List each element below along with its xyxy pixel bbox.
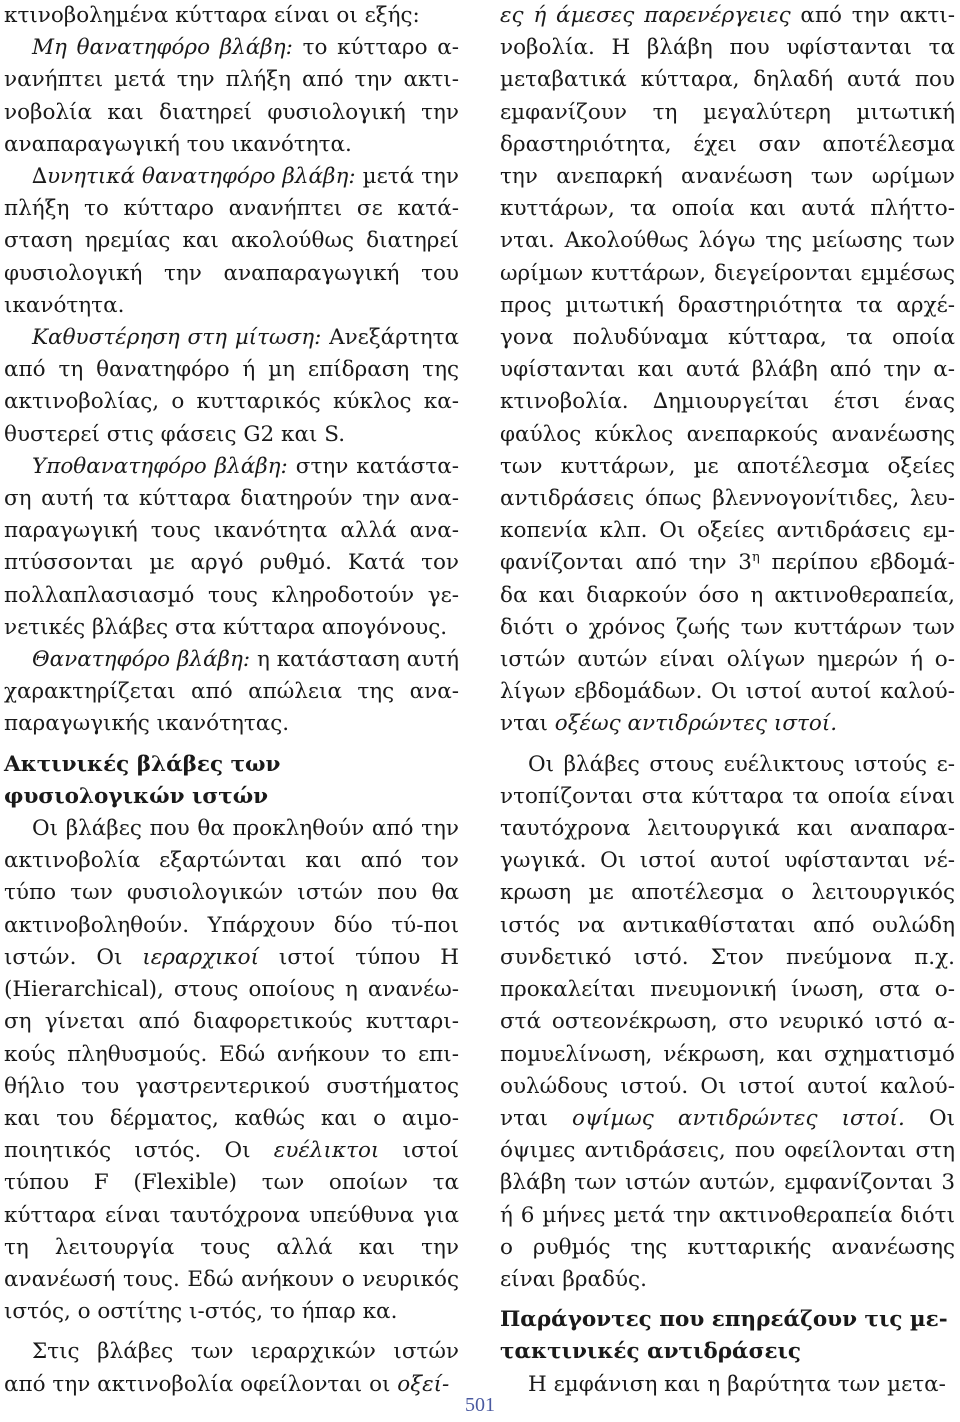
right-column	[500, 0, 955, 1401]
term-mitosis-delay: Καθυστέρηση στη µίτωση:	[32, 325, 322, 351]
term-lethal: Θανατηφόρο βλάβη:	[32, 647, 251, 673]
term-non-lethal: Μη θανατηφόρο βλάβη:	[32, 35, 293, 61]
page-number: 501	[465, 1394, 495, 1416]
paragraph-acute-effects: ες ή άµεσες παρενέργειες από την ακτι-νοβολία. Η βλάβη που υφίστανται τα µεταβατικά κύτταρα, δηλαδή αυτά που εµφανίζουν τη µεγαλύτερη µιτωτική δραστηριότητα, έχει σαν αποτέλεσµα την ανεπαρκή ανανέωση των ωρίµων κυττάρων, τα οποία και αυτά πλήττο-νται. Ακολούθως λόγω της µείωσης των ωρίµων κυττάρων, διεγείρονται εµµέσως προς µιτωτική δραστηριότητα τα αρχέ-γονα πολυδύναµα κύτταρα, τα οποία υφίστανται και αυτά βλάβη από την α-κτινοβολία. ∆ηµιουργείται έτσι ένας φαύλος κύκλος ανεπαρκούς ανανέωσης των κυττάρων, µε αποτέλεσµα οξείες αντιδράσεις όπως βλεννογονίτιδες, λευ-κοπενία κλπ. Οι οξείες αντιδράσεις εµ-φανίζονται από την $3^\eta$ περίπου εβδοµά-δα και διαρκούν όσο η ακτινοθεραπεία, διότι ο χρόνος ζωής των κυττάρων των ιστών αυτών είναι ολίγων ηµερών ή ο-λίγων εβδοµάδων. Οι ιστοί αυτοί καλού-νται οξέως αντιδρώντες ιστοί.	[500, 3, 955, 737]
section-heading-normal-tissue: Ακτινικές βλάβες των φυσιολογικών ιστών	[4, 751, 281, 809]
paragraph-flexible-damage: Οι βλάβες στους ευέλικτους ιστούς ε-ντοπίζονται στα κύτταρα τα οποία είναι ταυτόχρονα λειτουργικά και αναπαρα-γωγικά. Οι ιστοί αυτοί υφίστανται νέ-κρωση µε αποτέλεσµα ο λειτουργικός ιστός να αντικαθίσταται από ουλώδη συνδετικό ιστό. Στον πνεύµονα π.χ. προκαλείται πνευµονική ίνωση, στα ο-στά οστεονέκρωση, στο νευρικό ιστό α-πоµυελίνωση, νέκρωση, και σχηµατισµό ουλώδους ιστού. Οι ιστοί αυτοί καλού-νται οψίµως αντιδρώντες ιστοί. Οι όψιµες αντιδράσεις, που οφείλονται στη βλάβη των ιστών αυτών, εµφανίζονται 3 ή 6 µήνες µετά την ακτινοθεραπεία διότι ο ρυθµός της κυτταρικής ανανέωσης είναι βραδύς.	[500, 751, 955, 1292]
paragraph-lethal-damage: Θανατηφόρο βλάβη: η κατάσταση αυτή χαρακτηρίζεται από απώλεια της ανα-παραγωγικής ικανότητας.	[4, 647, 460, 737]
paragraph-non-lethal-damage: Μη θανατηφόρο βλάβη: το κύτταρο α-νανήπτει µετά την πλήξη από την ακτι-νοβολία και διατηρεί φυσιολογική την αναπαραγωγική του ικανότητα.	[4, 35, 459, 157]
paragraph-sublethal-damage: Υποθανατηφόρο βλάβη: στην κατάστα-ση αυτή τα κύτταρα διατηρούν την ανα-παραγωγική τους ικανότητα αλλά ανα-πτύσσονται µε αργό ρυθµό. Κατά τον πολλαπλασιασµό τους κληροδοτούν γε-νετικές βλάβες στα κύτταρα απογόνους.	[4, 453, 460, 640]
term-sublethal: Υποθανατηφόρο βλάβη:	[32, 453, 288, 479]
section-heading-factors: Παράγοντες που επηρεάζουν τις µε-τακτινικές αντιδράσεις	[500, 1307, 948, 1365]
paragraph-factors-start: Η εµφάνιση και η βαρύτητα των µετα-	[528, 1371, 946, 1397]
term-potentially-lethal: ∆υνητικά θανατηφόρο βλάβη:	[32, 164, 356, 190]
paragraph-mitosis-delay: Καθυστέρηση στη µίτωση: Ανεξάρτητα από τη θανατηφόρο ή µη επίδραση της ακτινοβολίας, ο κυτταρικός κύκλος κα-θυστερεί στις φάσεις G2 και S.	[4, 325, 460, 447]
paragraph-hierarchical-damage: Στις βλάβες των ιεραρχικών ιστών από την ακτινοβολία οφείλονται οι οξεί-	[4, 1339, 459, 1397]
left-column	[4, 0, 459, 1401]
paragraph-potentially-lethal-damage: ∆υνητικά θανατηφόρο βλάβη: µετά την πλήξη το κύτταρο ανανήπτει σε κατά-σταση ηρεµίας και ακολούθως διατηρεί φυσιολογική την αναπαραγωγική του ικανότητα.	[4, 164, 459, 318]
paragraph-tissue-types: Οι βλάβες που θα προκληθούν από την ακτινοβολία εξαρτώνται και από τον τύπο των φυσιολογικών ιστών που θα ακτινοβοληθούν. Υπάρχουν δύο τύ-ποι ιστών. Οι ιεραρχικοί ιστοί τύπου H (Hierarchical), στους οποίους η ανανέω-ση γίνεται από διαφορετικούς κυτταρι-κούς πληθυσµούς. Εδώ ανήκουν το επι-θήλιο του γαστρεντερικού συστήµατος και του δέρµατος, καθώς και ο αιµο-ποιητικός ιστός. Οι ευέλικτοι ιστοί τύπου F (Flexible) των οποίων τα κύτταρα είναι ταυτόχρονα υπεύθυνα για τη λειτουργία τους αλλά και την ανανέωσή τους. Εδώ ανήκουν ο νευρικός ιστός, ο οστίτης ι-στός, το ήπαρ κα.	[4, 816, 459, 1325]
paragraph-intro: κτινοβοληµένα κύτταρα είναι οι εξής:	[4, 3, 420, 28]
